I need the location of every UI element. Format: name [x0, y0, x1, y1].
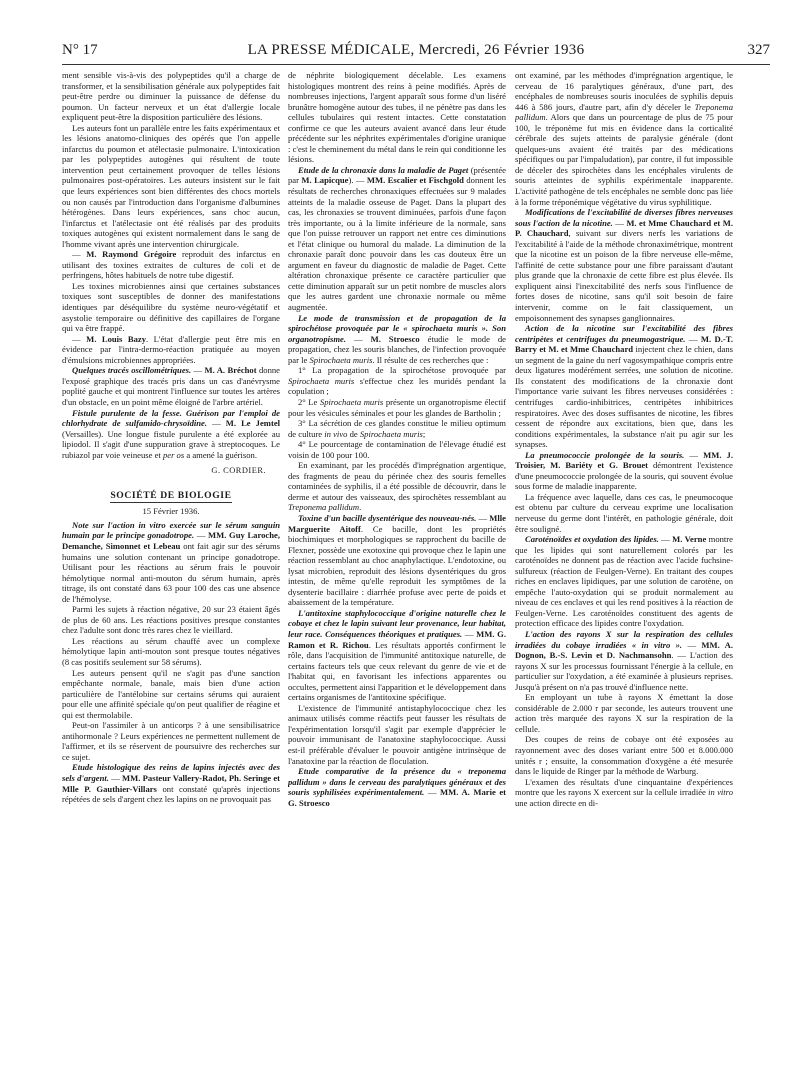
- paragraph-text: (présentée par: [288, 164, 506, 186]
- paragraph: — M. Louis Bazy. L'état d'allergie peut être mis en évidence par l'intra-dermo-réaction pratiquée au moyen d'émulsions microbiennes appropriées.: [62, 333, 280, 365]
- presenter-name: M. Lapicque: [301, 175, 349, 186]
- author-name: M. Stroesco: [370, 333, 420, 344]
- article-entry: L'antitoxine staphylococcique d'origine naturelle chez le cobaye et chez le lapin suivant leur provenance, leur habitat, leur race. Conséquences théoriques et pratiques. — MM. G. Ramon et R. Richou. Les résultats apportés confirment le rôle, dans l'acquisition de l'immunité antitoxique naturelle, de certains facteurs tels que ceux relevant du genre de vie et de l'habitat qui, en favorisant les infections apparentes ou occultes, permettent ainsi l'apparition et le développement dans certains organismes de l'antitoxine spécifique.: [288, 607, 506, 703]
- paragraph-text: ).: [348, 175, 354, 186]
- italic-term: Spirochaeta muris: [359, 428, 423, 439]
- article-entry: Quelques tracés oscillométriques. — M. A. Bréchot donne l'exposé graphique des tracés pris dans un cas d'anévrysme poplité gauche et qui montrent l'influence sur toutes les artères d'un obstacle, en un point même éloigné de l'arbre artériel.: [62, 365, 280, 407]
- paragraph-text: ont examiné, par les méthodes d'imprégnation argentique, le cerveau de 16 paralytiques généraux, d'une part, des encéphales de nombreuses souris inoculées de syphilis depuis 446 à 586 jours, d'autre part, afin d'y déceler le: [515, 70, 733, 112]
- paragraph-text: En examinant, par les procédés d'imprégnation argentique, des fragments de peau du périnée chez des souris femelles contaminées de syphilis, il a été possible de découvrir, dans le derme et autour des vaisseaux, des spirochètes ressemblant au: [288, 460, 506, 502]
- article-title: Etude comparative de la présence du « treponema pallidum » dans le cerveau des paralytiques généraux et des souris syphilisées expérimentalement.: [288, 766, 506, 798]
- author-name: M. D.-T. Barry et M. et Mme Chauchard: [515, 333, 733, 355]
- italic-term: Spirochaeta muris: [319, 396, 384, 407]
- paragraph-text: , suivant sur divers nerfs les variations de l'excitabilité à l'aide de la méthode chronaximétrique, montrent que la nicotine est un poison de la fibre nerveuse elle-même, l'affinité de cette substance pour une fibre paraissant d'autant plus grande que la chronaxie de cette fibre est plus élevée. Ils expliquent ainsi l'inexcitabilité des nerfs sous l'influence de fortes doses de nicotine, sans qu'il soit besoin de faire intervenir, comme on le fait classiquement, un empoisonnement des synapses ganglionnaires.: [515, 228, 733, 323]
- list-item: [288, 397, 506, 418]
- journal-title: LA PRESSE MÉDICALE, Mercredi, 26 Février 1936: [247, 42, 585, 58]
- paragraph-text: injectent chez le chien, dans un segment de la gaine du nerf vagosympathique compris entre deux ligatures modérément serrées, une solution de nicotine. Ils constatent des modifications de la chronaxie dont l'importance varie suivant les fibres nerveuses considérées : centrifuges cardio-inhibitrices, centripètes inhibitrices respiratoires. Avec des doses suffisantes de nicotine, les fibres cessent de répondre aux excitations, bien que, dans les conditions expérimentales, la substance n'ait pu agir sur les synapses.: [515, 344, 733, 450]
- article-entry: La pneumococcie prolongée de la souris. — MM. J. Troisier, M. Bariéty et G. Brouet démontrent l'existence d'une pneumococcie prolongée de la souris, qui souvent évolue sous forme de maladie inapparente.: [515, 449, 733, 492]
- paragraph-text: .: [359, 502, 362, 513]
- paragraph-text: une action directe en di-: [515, 797, 599, 808]
- article-entry: Toxine d'un bacille dysentérique des nouveau-nés. — Mlle Marguerite Aitoff. Ce bacille, dont les propriétés biochimiques et morphologiques se rapprochent du bacille de Flexner, possède une exotoxine qui provoque chez le lapin une réaction ressemblant au choc anaphylactique. L'endotoxine, ou lysat microbien, reproduit des lésions dysentériques du gros intestin, de même qu'elle reproduit les symptômes de la dysenterie bacillaire : diarrhée profuse avec perte de poids et abaissement de la température.: [288, 512, 506, 608]
- paragraph-text: 3° La sécrétion de ces glandes constitue le milieu optimum de culture: [288, 418, 506, 439]
- paragraph-text: donnent les résultats de recherches chronaxiques effectuées sur 9 malades atteints de la maladie osseuse de Paget. Dans la plupart des cas, les chronaxies se trouvent diminuées, parfois d'une façon très importante, ou à la limite inférieure de la normale, sans que l'on puisse retrouver un rapport net entre ces diminutions et l'état clinique ou humoral du malade. La diminution de la chronaxie paraît donc pouvoir dans les cas douteux être un argument en faveur du diagnostic de maladie de Paget. Cette altération chronaxique présente ce caractère particulier que cette diminution apparaît sur un petit nombre de muscles alors que les autres gardent une chronaxie normale ou même augmentée.: [288, 175, 506, 313]
- paragraph-text: étudie le mode de propagation, chez les souris blanches, de l'infection provoquée par le: [288, 333, 506, 365]
- paragraph-text: ;: [422, 428, 426, 439]
- paragraph-text: ont constaté qu'après injections répétées de sels d'argent chez les lapins on ne provoquait pas: [62, 783, 280, 805]
- signature: G. CORDIER.: [211, 466, 266, 476]
- article-title: Etude de la chronaxie dans la maladie de Paget: [298, 164, 469, 175]
- paragraph: Les toxines microbiennes ainsi que certaines substances toxiques sont susceptibles de donner des manifestations identiques par déséquilibre du système neuro-végétatif et asystolie temporaire ou définitive des capillaires de l'organe qui va être frappé.: [62, 280, 280, 334]
- paragraph: En employant un tube à rayons X émettant la dose considérable de 2.000 r par seconde, les auteurs trouvent une action très marquée des rayons X sur la respiration de la cellule.: [515, 692, 733, 734]
- column-3: [515, 70, 733, 1078]
- paragraph: Les auteurs font un parallèle entre les faits expérimentaux et les lésions anatomo-cliniques des opérés que l'on appelle infarctus du poumon et atélectasie pulmonaire. L'intoxication par les polypeptides autogènes qui résultent de toute intervention peut certainement provoquer de telles lésions pulmonaires post-opératoires. Les auteurs insistent sur le fait que leurs expériences sont bien différentes des chocs mortels ou non causés par l'introduction dans l'organisme d'albumines hétérogènes. Dans leurs expériences, sans choc aucun, l'infarctus et l'atélectasie ont été réalisés par des produits toxiques autogènes qui existent normalement dans le sang de l'homme vivant après une intervention chirurgicale.: [62, 122, 280, 249]
- paragraph: [515, 70, 733, 207]
- paragraph-text: démontrent l'existence d'une pneumococcie prolongée de la souris, qui souvent évolue sous forme de maladie inapparente.: [515, 460, 733, 492]
- section-date: 15 Février 1936.: [142, 506, 200, 517]
- author-name: M. et Mme Chauchard et M. P. Chauchard: [515, 217, 733, 239]
- author-name: MM. Pasteur Vallery-Radot, Ph. Seringe et Mlle P. Gauthier-Villars: [62, 773, 280, 794]
- italic-term: in vivo: [324, 428, 348, 439]
- paragraph: L'existence de l'immunité antistaphylococcique chez les animaux utilisés comme réactifs peut fausser les résultats de l'expérimentation lorsqu'il s'agit par exemple d'apprécier le pouvoir immunisant de l'anatoxine staphylococcique. Aussi est-il préférable d'évaluer le pouvoir antigène intrinsèque de l'anatoxine par la réaction de floculation.: [288, 702, 506, 766]
- paragraph: Parmi les sujets à réaction négative, 20 sur 23 étaient âgés de plus de 60 ans. Les réactions positives presque constantes chez l'adulte sont donc très rares chez le vieillard.: [62, 604, 280, 636]
- list-item: [288, 418, 506, 439]
- article-title: Caroténoïdes et oxydation des lipides.: [525, 534, 659, 545]
- paragraph: La fréquence avec laquelle, dans ces cas, le pneumocoque est obtenu par culture du cerveau exprime une localisation nerveuse du germe dont l'intérêt, en pathologie générale, doit être souligné.: [515, 491, 733, 534]
- article-entry: Etude histologique des reins de lapins injectés avec des sels d'argent. — MM. Pasteur Vallery-Radot, Ph. Seringe et Mlle P. Gauthier-Villars ont constaté qu'après injections répétées de sels d'argent chez les lapins on ne provoquait pas: [62, 762, 280, 805]
- paragraph-text: a amené la guérison.: [186, 449, 257, 460]
- issue-number: N° 17: [62, 42, 98, 58]
- article-entry: Modifications de l'excitabilité de diverses fibres nerveuses sous l'action de la nicotine. — M. et Mme Chauchard et M. P. Chauchard, suivant sur divers nerfs les variations de l'excitabilité à l'aide de la méthode chronaximétrique, montrent que la nicotine est un poison de la fibre nerveuse elle-même, l'affinité de cette substance pour une fibre paraissant d'autant plus grande que la chronaxie de cette fibre est plus élevée. Ils expliquent ainsi l'inexcitabilité des nerfs sous l'influence de fortes doses de nicotine, sans qu'il soit besoin de faire intervenir, comme on le fait classiquement, un empoisonnement des synapses ganglionnaires.: [515, 207, 733, 323]
- page-header: [62, 42, 770, 66]
- paragraph-text: Les résultats apportés confirment le rôle, dans l'acquisition de l'immunité antitoxique naturelle, de certains facteurs tels que ceux relevant du genre de vie et de l'habitat qui, en favorisant les infections apparentes ou occultes, permettent ainsi l'apparition et le développement dans certains organismes de l'antitoxine spécifique.: [288, 639, 506, 703]
- paragraph-text: L'état d'allergie peut être mis en évidence par l'intra-dermo-réaction pratiquée au moyen d'émulsions microbiennes appropriées.: [62, 333, 280, 365]
- paragraph-text: s'effectue chez les muridés pendant la copulation ;: [288, 375, 506, 397]
- italic-term: Treponema pallidum: [515, 101, 733, 123]
- article-entry: Le mode de transmission et de propagation de la spirochétose provoquée par le « spirochaeta muris ». Son organotropisme. — M. Stroesco étudie le mode de propagation, chez les souris blanches, de l'infection provoquée par le Spirochaeta muris. Il résulte de ces recherches que :: [288, 312, 506, 365]
- article-entry: Note sur l'action in vitro exercée sur le sérum sanguin humain par le principe gonadotrope. — MM. Guy Laroche, Demanche, Simonnet et Lebeau ont fait agir sur des sérums humains une solution contenant un principe gonadotrope. Utilisant pour les réactions au sérum frais le pouvoir hémolytique normal anti-mouton du sérum humain, après titrage, ils ont constaté dans 63 pour 100 des cas une absence de l'hémolyse.: [62, 519, 280, 604]
- author-name: MM. A. Dognon, B.-S. Levin et D. Nachmansohn: [515, 639, 733, 661]
- column-1: [62, 70, 280, 1078]
- paragraph-text: . Alors que dans un pourcentage de plus de 75 pour 100, le tréponème fut mis en évidence dans la corticalité cérébrale des sujets atteints de paralysie générale (dont quelques-uns avaient été traités par des médications spécifiques ou par l'impaludation), par contre, il fut impossible de déceler des spirochètes dans les encéphales virulents de souris atteintes de syphilis expérimentale inapparente. L'activité pathogène de tels encéphales ne semble donc pas liée à la forme tréponémique végétative du virus syphilitique.: [515, 112, 733, 207]
- paragraph-text: ont fait agir sur des sérums humains une solution contenant un principe gonadotrope. Utilisant pour les réactions au sérum frais le pouvoir hémolytique normal anti-mouton du sérum humain, après titrage, ils ont constaté dans 63 pour 100 des cas une absence de l'hémolyse.: [62, 540, 280, 604]
- section-title-text: SOCIÉTÉ DE BIOLOGIE: [110, 489, 232, 501]
- article-title: Fistule purulente de la fesse. Guérison par l'emploi de chlorhydrate de sulfamido-chrysoïdine.: [62, 407, 280, 429]
- paragraph: [515, 777, 733, 809]
- italic-term: in vitro: [708, 787, 733, 798]
- paragraph-text: Ce bacille, dont les propriétés biochimiques et morphologiques se rapprochent du bacille de Flexner, possède une exotoxine qui provoque chez le lapin une réaction ressemblant au choc anaphylactique. L'endotoxine, ou lysat microbien, reproduit des lésions dysentériques du gros intestin, de même qu'elle reproduit les symptômes de la dysenterie bacillaire : diarrhée profuse avec perte de poids et abaissement de la température.: [288, 523, 506, 608]
- paragraph: [288, 460, 506, 513]
- paragraph: — M. Raymond Grégoire reproduit des infarctus en utilisant des toxines extraites de cultures de coli et de perfringens, hôtes habituels de notre tube digestif.: [62, 249, 280, 281]
- paragraph: Les réactions au sérum chauffé avec un complexe hémolytique lapin anti-mouton sont presque toutes négatives (8 cas positifs seulement sur 58 sérums).: [62, 635, 280, 667]
- article-title: Etude histologique des reins de lapins injectés avec des sels d'argent.: [62, 762, 280, 783]
- italic-term: Spirochaeta muris: [288, 375, 355, 386]
- italic-term: Treponema pallidum: [288, 502, 360, 513]
- paragraph-text: montre que les lipides qui sont naturellement colorés par les caroténoïdes ne donnent pas de réaction avec l'acide fuchsine-sulfureux (réaction de Feulgen-Verne). En traitant des coupes riches en enclaves lipidiques, par une solution de carotène, on empêche l'auto-oxydation qui se produit normalement au niveau de ces enclaves et qui les rend positives à la réaction de Feulgen-Verne. Les caroténoïdes constituent des agents de protection efficace des lipides contre l'oxydation.: [515, 534, 733, 629]
- author-name: MM. A. Marie et G. Stroesco: [288, 787, 506, 808]
- article-title: Modifications de l'excitabilité de diverses fibres nerveuses sous l'action de la nicotine.: [515, 207, 733, 228]
- author-name: M. Louis Bazy: [86, 333, 147, 344]
- article-entry: Fistule purulente de la fesse. Guérison par l'emploi de chlorhydrate de sulfamido-chrysoïdine. — M. Le Jemtel (Versailles). Une longue fistule purulente a été explorée au lipiodol. Il s'agit d'une suppuration grave à streptocoques. Le rubiazol par voie veineuse et per os a amené la guérison.: [62, 407, 280, 460]
- paragraph-text: présente un organotropisme électif pour les vésicules séminales et pour les glandes de Bartholin ;: [288, 396, 506, 418]
- paragraph: Peut-on l'assimiler à un anticorps ? à une sensibilisatrice antihormonale ? Leurs expériences ne permettent nullement de l'affirmer, et ils se réservent de poursuivre des recherches sur ce sujet.: [62, 720, 280, 762]
- section-title: [62, 491, 280, 502]
- paragraph-text: (Versailles). Une longue fistule purulente a été explorée au lipiodol. Il s'agit d'une suppuration grave à streptocoques. Le rubiazol par voie veineuse et: [62, 428, 280, 460]
- article-entry: L'action des rayons X sur la respiration des cellules irradiées du cobaye irradiées « in vitro ». — MM. A. Dognon, B.-S. Levin et D. Nachmansohn. — L'action des rayons X sur les processus fournissant l'énergie à la cellule, en particulier sur l'oxydation, a été examinée à plusieurs reprises. Jusqu'à présent on n'a pas trouvé d'influence nette.: [515, 628, 733, 692]
- italic-term: per os: [162, 449, 185, 460]
- paragraph: Les auteurs pensent qu'il ne s'agit pas d'une sanction empêchante normale, banale, mais bien d'une action particulière de l'antélobine sur certains sérums qui auraient pour elle une affinité spéciale qu'on peut qualifier de réagine et qui est thermolabile.: [62, 667, 280, 720]
- paragraph-text: L'action des rayons X sur les processus fournissant l'énergie à la cellule, en particulier sur l'oxydation, a été examinée à plusieurs reprises. Jusqu'à présent on n'a pas trouvé d'influence nette.: [515, 650, 733, 692]
- author-name: M. A. Bréchot: [204, 365, 257, 376]
- article-title: Action de la nicotine sur l'excitabilité des fibres centripètes et centrifuges du pneumogastrique.: [515, 323, 733, 344]
- author-name: M. Raymond Grégoire: [86, 249, 177, 260]
- article-title: La pneumococcie prolongée de la souris.: [525, 449, 685, 460]
- paragraph: de néphrite biologiquement décelable. Les examens histologiques montrent des reins à peine modifiés. Après de nombreuses injections, l'argent apparaît sous forme d'un liséré brunâtre homogène autour des tubes, il ne pénètre pas dans les cellules tubulaires qui restent intactes. Cette constatation confirme ce que les auteurs avaient avancé dans leur étude précédente sur les néphrites expérimentales d'origine uranique : c'est le cheminement du métal dans le rein qui conditionne les lésions.: [288, 70, 506, 165]
- paragraph-text: de: [349, 428, 358, 439]
- article-entry: Etude comparative de la présence du « treponema pallidum » dans le cerveau des paralytiques généraux et des souris syphilisées expérimentalement. — MM. A. Marie et G. Stroesco: [288, 766, 506, 808]
- article-title: L'antitoxine staphylococcique d'origine naturelle chez le cobaye et chez le lapin suivant leur provenance, leur habitat, leur race. Conséquences théoriques et pratiques.: [288, 607, 506, 639]
- column-2: [288, 70, 506, 1078]
- author-name: M. Verne: [672, 534, 707, 545]
- article-title: Le mode de transmission et de propagation de la spirochétose provoquée par le « spirochaeta muris ». Son organotropisme.: [288, 312, 506, 344]
- italic-term: Spirochaeta muris: [309, 354, 373, 365]
- author-name: MM. G. Ramon et R. Richou: [288, 628, 506, 650]
- article-title: L'action des rayons X sur la respiration des cellules irradiées du cobaye irradiées « in vitro ».: [515, 628, 733, 650]
- article-title: Note sur l'action in vitro exercée sur le sérum sanguin humain par le principe gonadotrope.: [62, 519, 280, 541]
- author-name: M. Le Jemtel: [225, 418, 280, 429]
- paragraph: Des coupes de reins de cobaye ont été exposées au rayonnement avec des doses variant entre 500 et 8.000.000 unités r ; ensuite, la consommation d'oxygène a été mesurée dans le liquide de Ringer par la méthode de Warburg.: [515, 734, 733, 777]
- paragraph-text: reproduit des infarctus en utilisant des toxines extraites de cultures de coli et de perfringens, hôtes habituels de notre tube digestif.: [62, 249, 280, 281]
- list-item: 4° Le pourcentage de contamination de l'élevage étudié est voisin de 100 pour 100.: [288, 439, 506, 460]
- article-title: Quelques tracés oscillométriques.: [72, 365, 192, 376]
- author-name: MM. J. Troisier, M. Bariéty et G. Brouet: [515, 449, 733, 471]
- page-number: 327: [747, 42, 770, 58]
- article-title: Toxine d'un bacille dysentérique des nouveau-nés.: [298, 512, 477, 523]
- paragraph: ment sensible vis-à-vis des polypeptides qu'il a charge de transformer, et la sensibilisation générale aux polypeptides fait peut-être perdre ou diminuer la puissance de défense du poumon. Un facteur nerveux et un état d'allergie locale expliquent peut-être la disposition particulière des lésions.: [62, 70, 280, 123]
- article-entry: Action de la nicotine sur l'excitabilité des fibres centripètes et centrifuges du pneumogastrique. — M. D.-T. Barry et M. et Mme Chauchard injectent chez le chien, dans un segment de la gaine du nerf vagosympathique compris entre deux ligatures modérément serrées, une solution de nicotine. Ils constatent des modifications de la chronaxie dont l'importance varie suivant les fibres nerveuses considérées : centrifuges cardio-inhibitrices, centripètes inhibitrices respiratoires. Avec des doses suffisantes de nicotine, les fibres cessent de répondre aux excitations, bien que, dans les conditions expérimentales, la substance n'ait pu agir sur les synapses.: [515, 323, 733, 450]
- paragraph-text: L'examen des résultats d'une cinquantaine d'expériences montre que les rayons X exercent sur la cellule irradiée: [515, 776, 733, 798]
- author-name: MM. Guy Laroche, Demanche, Simonnet et Lebeau: [62, 530, 280, 551]
- paragraph-text: donne l'exposé graphique des tracés pris dans un cas d'anévrysme poplité gauche et qui montrent l'influence sur toutes les artères d'un obstacle, en un point même éloigné de l'arbre artériel.: [62, 365, 280, 407]
- paragraph-text: 1° La propagation de la spirochétose provoquée par: [298, 365, 506, 376]
- author-name: Mlle Marguerite Aitoff: [288, 512, 506, 534]
- article-entry: Etude de la chronaxie dans la maladie de Paget (présentée par M. Lapicque). — MM. Escalier et Fischgold donnent les résultats de recherches chronaxiques effectuées sur 9 malades atteints de la maladie osseuse de Paget. Dans la plupart des cas, les chronaxies se trouvent diminuées, parfois d'une façon très importante, ou à la limite inférieure de la normale, sans que l'on puisse retrouver un rapport net entre ces diminutions et l'état clinique ou humoral du malade. La diminution de la chronaxie paraît donc pouvoir dans les cas douteux être un argument en faveur du diagnostic de maladie de Paget. Cette altération chronaxique présente ce caractère particulier que cette diminution apparaît sur un petit nombre de muscles alors que les autres gardent une chronaxie normale ou même augmentée.: [288, 164, 506, 313]
- header-rule: [62, 64, 770, 65]
- paragraph-text: 2° Le: [298, 396, 318, 407]
- article-entry: Caroténoïdes et oxydation des lipides. — M. Verne montre que les lipides qui sont naturellement colorés par les caroténoïdes ne donnent pas de réaction avec l'acide fuchsine-sulfureux (réaction de Feulgen-Verne). En traitant des coupes riches en enclaves lipidiques, par une solution de carotène, on empêche l'auto-oxydation qui se produit normalement au niveau de ces enclaves et qui les rend positives à la réaction de Feulgen-Verne. Les caroténoïdes constituent des agents de protection efficace des lipides contre l'oxydation.: [515, 534, 733, 629]
- author-name: MM. Escalier et Fischgold: [366, 175, 464, 186]
- paragraph-text: . Il résulte de ces recherches que :: [372, 354, 489, 365]
- list-item: [288, 365, 506, 397]
